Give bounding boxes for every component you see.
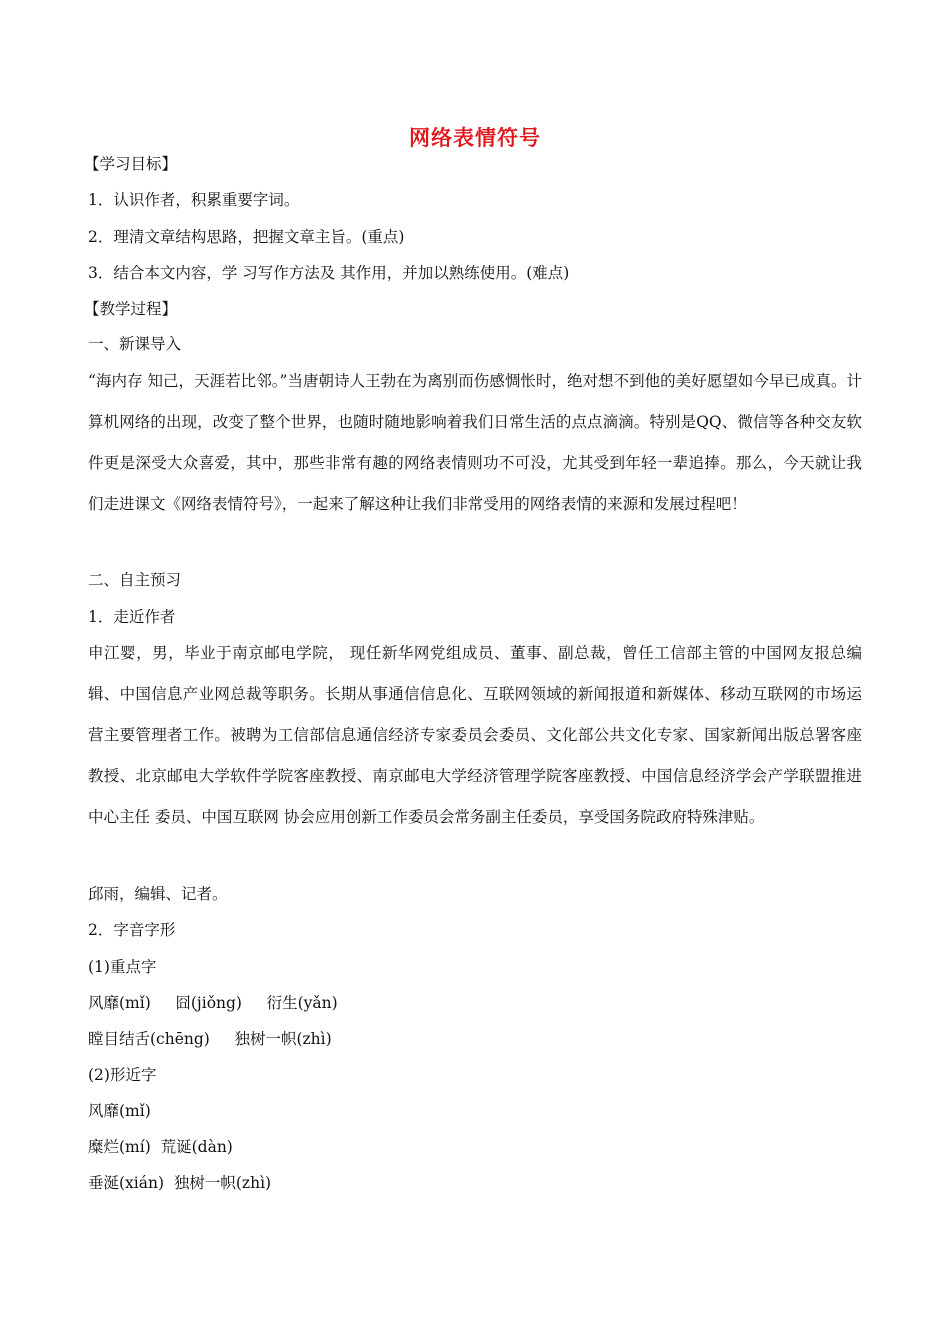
objective-item-1: 1．认识作者，积累重要字词。 <box>88 191 300 209</box>
similar-words-line-2: 糜烂(mí) 荒诞(dàn) <box>88 1138 233 1156</box>
words-heading: 2．字音字形 <box>88 921 176 939</box>
similar-words-heading: (2)形近字 <box>88 1066 157 1084</box>
similar-words-line-1: 风靡(mǐ) <box>88 1102 151 1120</box>
author-heading: 1．走近作者 <box>88 608 176 626</box>
objective-item-3: 3．结合本文内容，学 习写作方法及 其作用，并加以熟练使用。(难点) <box>88 264 570 282</box>
process-heading: 【教学过程】 <box>84 300 178 318</box>
document-title: 网络表情符号 <box>409 126 541 150</box>
objective-item-2: 2．理清文章结构思路，把握文章主旨。(重点) <box>88 228 405 246</box>
similar-words-line-3: 垂涎(xián) 独树一帜(zhì) <box>88 1174 272 1192</box>
section2-heading: 二、自主预习 <box>88 571 182 589</box>
key-words-line-1: 风靡(mǐ) 囧(jiǒng) 衍生(yǎn) <box>88 994 338 1012</box>
section1-heading: 一、新课导入 <box>88 335 182 353</box>
objectives-heading: 【学习目标】 <box>84 155 178 173</box>
key-words-heading: (1)重点字 <box>88 958 157 976</box>
author2-line: 邱雨，编辑、记者。 <box>88 885 228 903</box>
key-words-line-2: 瞠目结舌(chēng) 独树一帜(zhì) <box>88 1030 332 1048</box>
intro-paragraph: “海内存 知己，天涯若比邻。”当唐朝诗人王勃在为离别而伤感惆怅时，绝对想不到他的美好愿望如今早已成真。计算机网络的出现，改变了整个世界，也随时随地影响着我们日常生活的点点滴滴。特别是QQ、微信等各种交友软件更是深受大众喜爱，其中，那些非常有趣的网络表情则功不可没，尤其受到年轻一辈追捧。那么，今天就让我们走进课文《网络表情符号》，一起来了解这种让我们非常受用的网络表情的来源和发展过程吧！ <box>88 372 862 513</box>
author-paragraph: 申江婴，男，毕业于南京邮电学院， 现任新华网党组成员、董事、副总裁，曾任工信部主管的中国网友报总编辑、中国信息产业网总裁等职务。长期从事通信信息化、互联网领域的新闻报道和新媒体、移动互联网的市场运营主要管理者工作。被聘为工信部信息通信经济专家委员会委员、文化部公共文化专家、国家新闻出版总署客座教授、北京邮电大学软件学院客座教授、南京邮电大学经济管理学院客座教授、中国信息经济学会产学联盟推进中心主任 委员、中国互联网 协会应用创新工作委员会常务副主任委员，享受国务院政府特殊津贴。 <box>88 644 862 826</box>
